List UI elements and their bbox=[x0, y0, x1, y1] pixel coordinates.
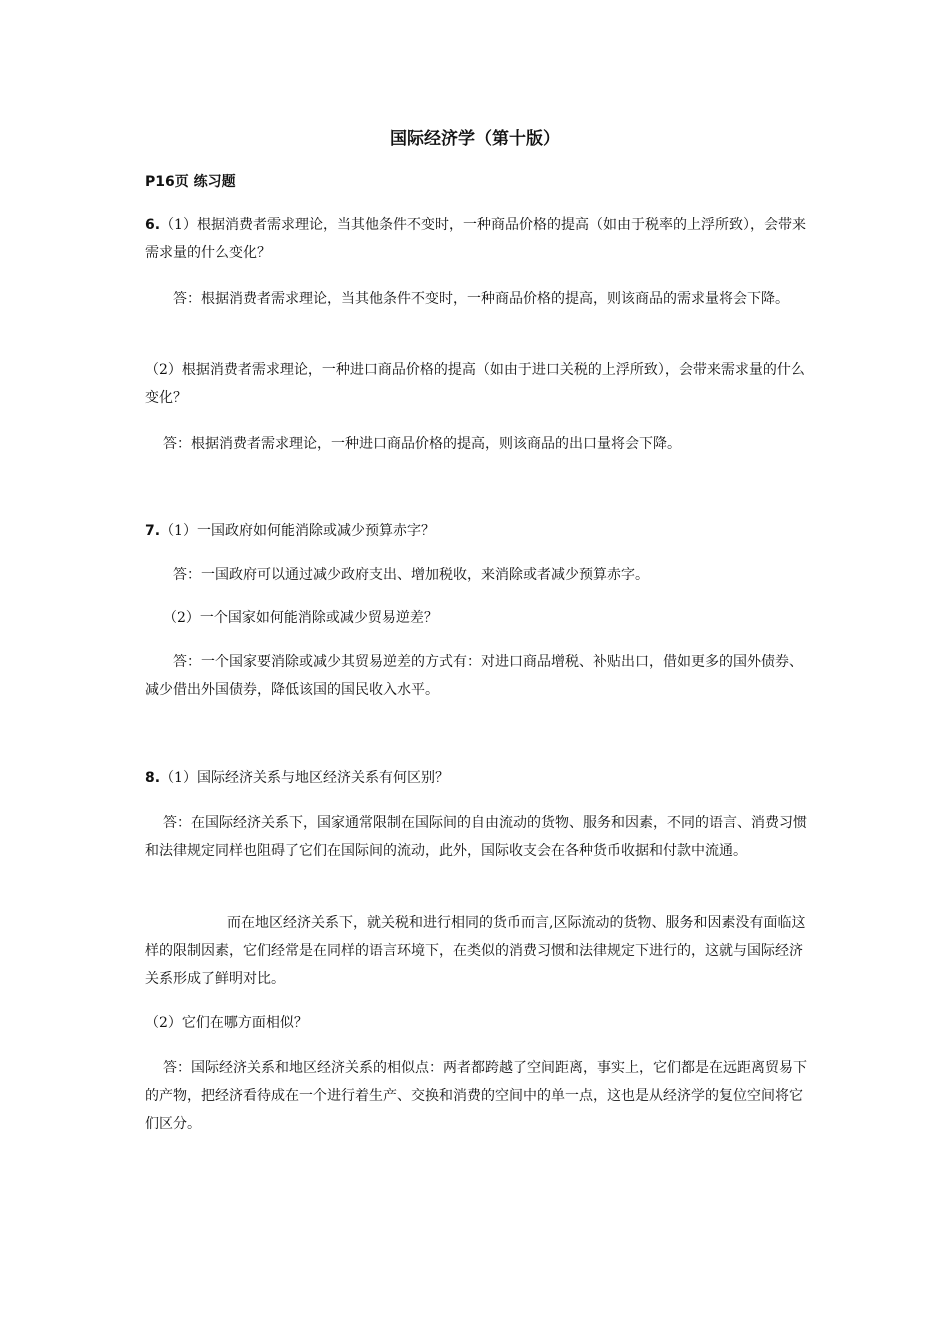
question-8-part-1-text: （1）国际经济关系与地区经济关系有何区别？ bbox=[160, 770, 449, 786]
section-heading: P16页 练习题 bbox=[145, 174, 236, 190]
document-title: 国际经济学（第十版） bbox=[390, 129, 560, 149]
answer-6-part-2: 答：根据消费者需求理论，一种进口商品价格的提高，则该商品的出口量将会下降。 bbox=[163, 436, 681, 452]
question-6-number: 6. bbox=[145, 217, 161, 233]
answer-8-part-1: 答：在国际经济关系下，国家通常限制在国际间的自由流动的货物、服务和因素，不同的语言、消费习惯和法律规定同样也阻碍了它们在国际间的流动，此外，国际收支会在各种货币收据和付款中流通。 bbox=[145, 815, 807, 859]
question-7-part-1 bbox=[145, 517, 810, 545]
question-8-number: 8. bbox=[145, 770, 161, 786]
question-7-number: 7. bbox=[145, 523, 161, 539]
question-7-part-2: （2）一个国家如何能消除或减少贸易逆差？ bbox=[163, 610, 438, 626]
answer-8-part-1-continued: 而在地区经济关系下，就关税和进行相同的货币而言,区际流动的货物、服务和因素没有面临这样的限制因素，它们经常是在同样的语言环境下，在类似的消费习惯和法律规定下进行的，这就与国际经济关系形成了鲜明对比。 bbox=[145, 915, 806, 987]
question-8-part-2: （2）它们在哪方面相似？ bbox=[145, 1015, 308, 1031]
question-6-part-1 bbox=[145, 211, 810, 267]
answer-7-part-2: 答：一个国家要消除或减少其贸易逆差的方式有：对进口商品增税、补贴出口，借如更多的国外债券、减少借出外国债券，降低该国的国民收入水平。 bbox=[145, 654, 803, 698]
answer-8-part-2: 答：国际经济关系和地区经济关系的相似点：两者都跨越了空间距离，事实上，它们都是在远距离贸易下的产物，把经济看待成在一个进行着生产、交换和消费的空间中的单一点，这也是从经济学的复位空间将它们区分。 bbox=[145, 1060, 807, 1132]
answer-6-part-1: 答：根据消费者需求理论，当其他条件不变时，一种商品价格的提高，则该商品的需求量将会下降。 bbox=[173, 291, 789, 307]
question-7-part-1-text: （1）一国政府如何能消除或减少预算赤字？ bbox=[160, 523, 435, 539]
answer-7-part-1: 答：一国政府可以通过减少政府支出、增加税收，来消除或者减少预算赤字。 bbox=[173, 567, 649, 583]
question-6-part-2: （2）根据消费者需求理论，一种进口商品价格的提高（如由于进口关税的上浮所致），会带来需求量的什么变化？ bbox=[145, 362, 805, 406]
question-8-part-1 bbox=[145, 764, 810, 792]
question-6-part-1-text: （1）根据消费者需求理论，当其他条件不变时，一种商品价格的提高（如由于税率的上浮所致），会带来需求量的什么变化？ bbox=[145, 217, 806, 261]
